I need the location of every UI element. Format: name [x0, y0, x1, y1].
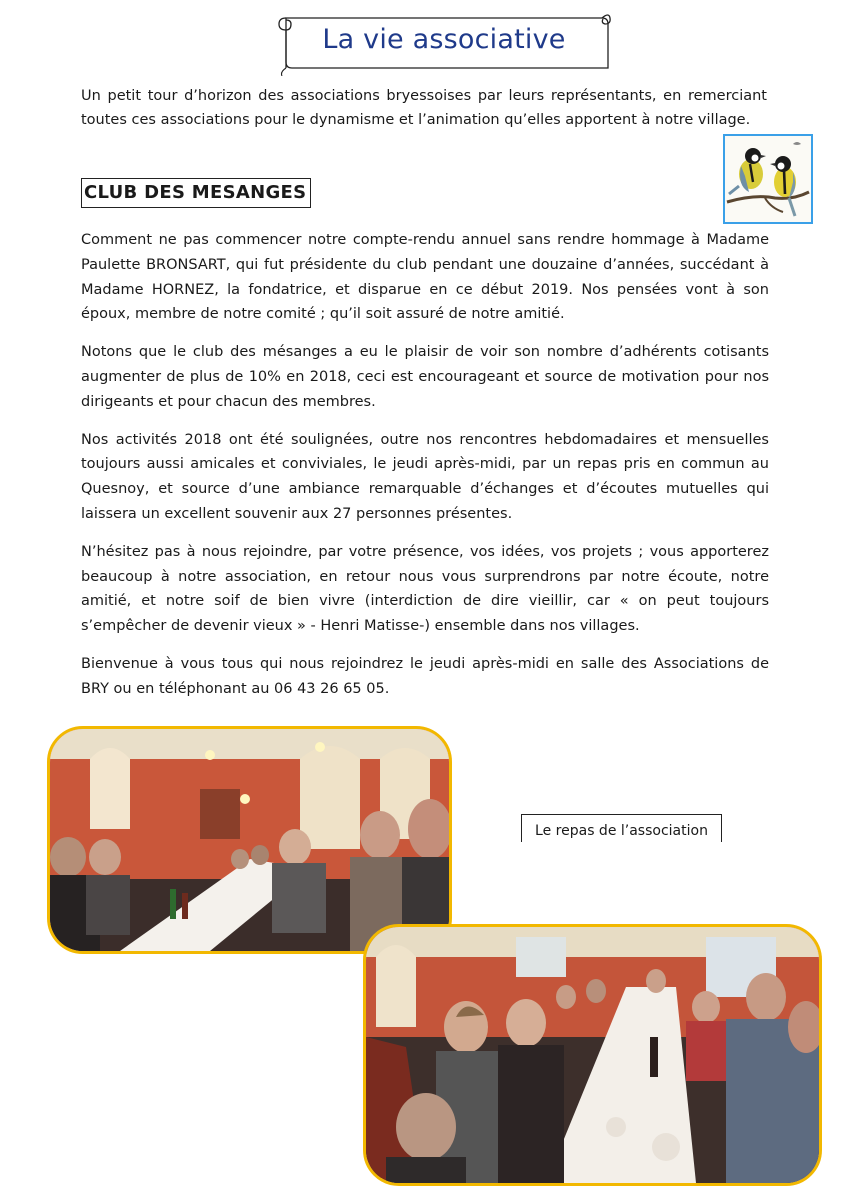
section-body: [81, 228, 769, 715]
paragraph-activities: Nos activités 2018 ont été soulignées, outre nos rencontres hebdomadaires et mensuelles toujours aussi amicales et conviviales, le jeudi après-midi, par un repas pris en commun au Quesnoy, et source d’une ambiance remarquable d’échanges et d’écoutes mutuelles qui laissera un excellent souvenir aux 27 personnes présentes.: [81, 431, 769, 522]
photo-caption: Le repas de l’association: [521, 814, 722, 842]
paragraph-contact: Bienvenue à vous tous qui nous rejoindrez le jeudi après-midi en salle des Associations de BRY ou en téléphonant au 06 43 26 65 05.: [81, 655, 769, 697]
title-banner: [276, 10, 612, 76]
paragraph-invitation: N’hésitez pas à nous rejoindre, par votre présence, vos idées, vos projets ; vous apporterez beaucoup à notre association, en retour nous vous surprendrons par notre écoute, notre amitié, et notre soif de bien vivre (interdiction de dire vieillir, car « on peut toujours s’empêcher de devenir vieux » - Henri Matisse-) ensemble dans nos villages.: [81, 543, 769, 635]
intro-paragraph: Un petit tour d’horizon des associations bryessoises par leurs représentants, en remerciant toutes ces associations pour le dynamisme et l’animation qu’elles apportent à notre village.: [81, 88, 767, 128]
mesanges-birds-icon: [725, 136, 811, 222]
paragraph-tribute: Comment ne pas commencer notre compte-rendu annuel sans rendre hommage à Madame Paulette BRONSART, qui fut présidente du club pendant une douzaine d’années, succédant à Madame HORNEZ, la fondatrice, et disparue en ce début 2019. Nos pensées vont à son époux, membre de notre comité ; qu’il soit assuré de notre amitié.: [81, 232, 769, 323]
page-title: La vie associative: [322, 24, 566, 55]
photo-meal-1: [47, 726, 452, 954]
section-heading: CLUB DES MESANGES: [81, 178, 311, 208]
paragraph-membership: Notons que le club des mésanges a eu le plaisir de voir son nombre d’adhérents cotisants augmenter de plus de 10% en 2018, ceci est encourageant et source de motivation pour nos dirigeants et pour chacun des membres.: [81, 344, 769, 410]
photo-meal-2: [363, 924, 822, 1186]
bird-illustration: [723, 134, 813, 224]
